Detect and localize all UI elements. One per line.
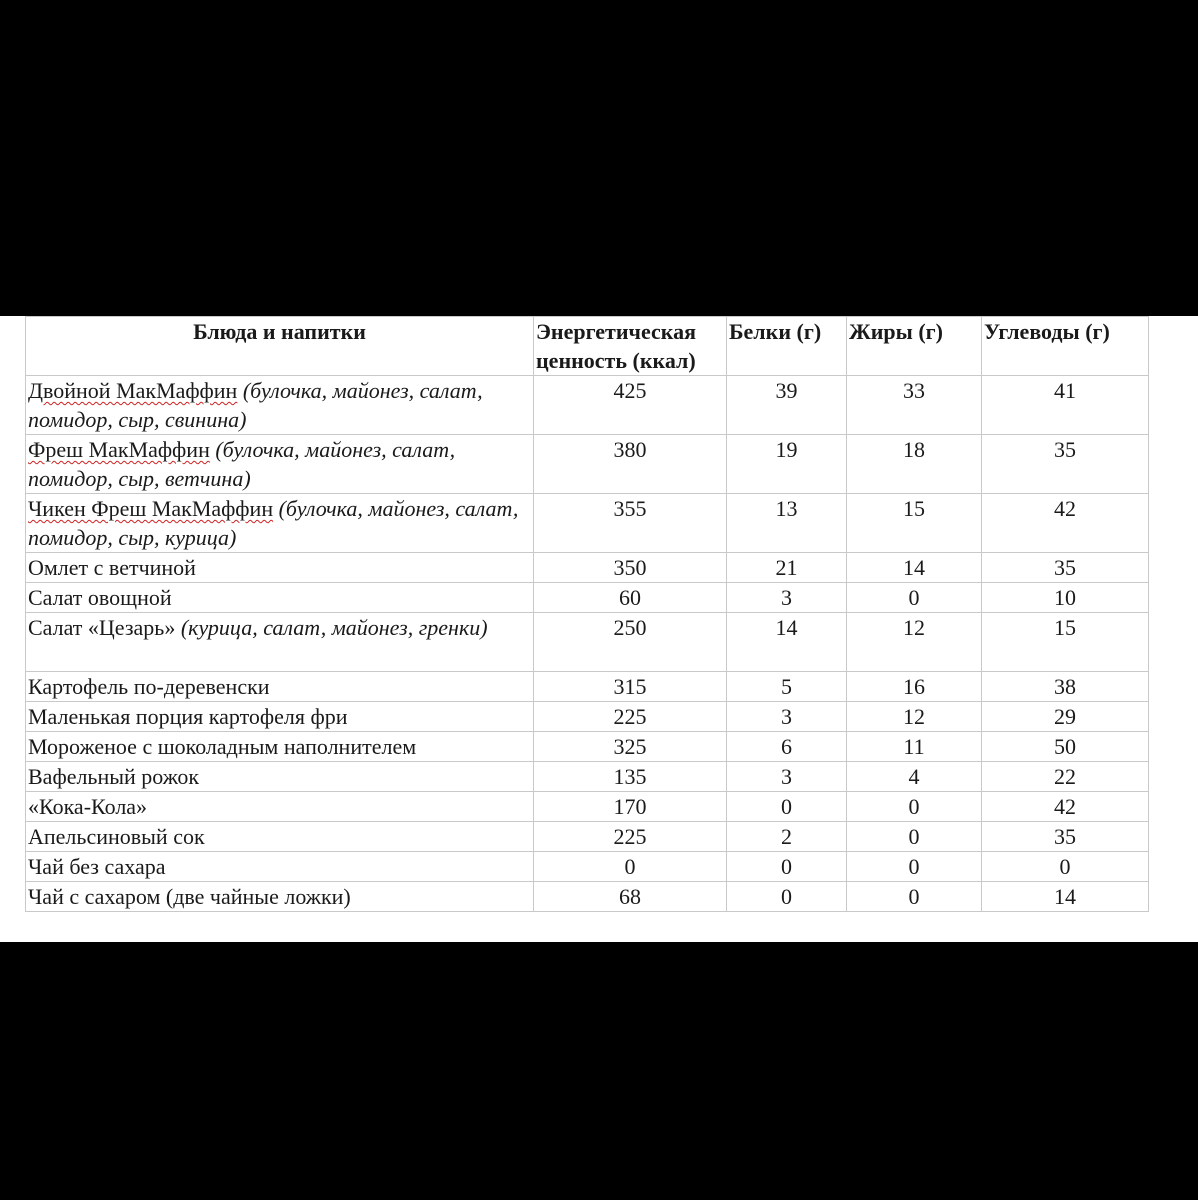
dish-name: Картофель по-деревенски (28, 674, 270, 699)
fat-cell: 0 (847, 822, 982, 852)
protein-cell: 3 (727, 702, 847, 732)
table-row (26, 822, 1149, 852)
dish-cell (26, 613, 534, 672)
dish-name: Чай без сахара (28, 854, 166, 879)
carbs-cell: 35 (982, 435, 1149, 494)
dish-cell (26, 672, 534, 702)
table-row (26, 435, 1149, 494)
carbs-cell: 22 (982, 762, 1149, 792)
protein-cell: 0 (727, 882, 847, 912)
dish-ingredients: (булочка, майонез, салат, помидор, сыр, свинина) (28, 378, 483, 432)
protein-cell: 0 (727, 792, 847, 822)
table-row (26, 702, 1149, 732)
header-fat: Жиры (г) (847, 317, 982, 376)
carbs-cell: 29 (982, 702, 1149, 732)
fat-cell: 12 (847, 702, 982, 732)
carbs-cell: 35 (982, 822, 1149, 852)
table-row (26, 494, 1149, 553)
dish-cell (26, 822, 534, 852)
table-body (26, 376, 1149, 912)
dish-cell (26, 852, 534, 882)
header-energy: Энергетическая ценность (ккал) (534, 317, 727, 376)
energy-cell: 170 (534, 792, 727, 822)
protein-cell: 13 (727, 494, 847, 553)
table-row (26, 376, 1149, 435)
energy-cell: 225 (534, 702, 727, 732)
fat-cell: 4 (847, 762, 982, 792)
protein-cell: 39 (727, 376, 847, 435)
carbs-cell: 10 (982, 583, 1149, 613)
table-row (26, 792, 1149, 822)
fat-cell: 0 (847, 852, 982, 882)
protein-cell: 14 (727, 613, 847, 672)
dish-cell (26, 494, 534, 553)
energy-cell: 325 (534, 732, 727, 762)
dish-name: «Кока-Кола» (28, 794, 148, 819)
energy-cell: 250 (534, 613, 727, 672)
table-row (26, 583, 1149, 613)
carbs-cell: 0 (982, 852, 1149, 882)
carbs-cell: 50 (982, 732, 1149, 762)
table-header-row (26, 317, 1149, 376)
dish-cell (26, 702, 534, 732)
energy-cell: 135 (534, 762, 727, 792)
dish-name: Фреш МакМаффин (28, 437, 210, 462)
table-row (26, 882, 1149, 912)
protein-cell: 3 (727, 583, 847, 613)
dish-cell (26, 882, 534, 912)
dish-ingredients: (булочка, майонез, салат, помидор, сыр, курица) (28, 496, 519, 550)
dish-name: Чикен Фреш МакМаффин (28, 496, 274, 521)
dish-cell (26, 553, 534, 583)
fat-cell: 16 (847, 672, 982, 702)
carbs-cell: 15 (982, 613, 1149, 672)
energy-cell: 315 (534, 672, 727, 702)
energy-cell: 225 (534, 822, 727, 852)
carbs-cell: 42 (982, 494, 1149, 553)
dish-name: Мороженое с шоколадным наполнителем (28, 734, 417, 759)
document-area (0, 316, 1198, 942)
dish-cell (26, 435, 534, 494)
carbs-cell: 38 (982, 672, 1149, 702)
table-row (26, 852, 1149, 882)
dish-name: Чай с сахаром (две чайные ложки) (28, 884, 351, 909)
energy-cell: 425 (534, 376, 727, 435)
fat-cell: 0 (847, 882, 982, 912)
protein-cell: 3 (727, 762, 847, 792)
dish-name: Апельсиновый сок (28, 824, 205, 849)
carbs-cell: 42 (982, 792, 1149, 822)
fat-cell: 15 (847, 494, 982, 553)
dish-cell (26, 732, 534, 762)
dish-ingredients: (курица, салат, майонез, гренки) (180, 615, 488, 640)
dish-cell (26, 376, 534, 435)
header-carbs: Углеводы (г) (982, 317, 1149, 376)
dish-name: Вафельный рожок (28, 764, 200, 789)
dish-name: Маленькая порция картофеля фри (28, 704, 348, 729)
nutrition-table (25, 316, 1149, 912)
protein-cell: 5 (727, 672, 847, 702)
protein-cell: 6 (727, 732, 847, 762)
table-row (26, 762, 1149, 792)
dish-name: Салат «Цезарь» (28, 615, 176, 640)
table-row (26, 732, 1149, 762)
carbs-cell: 35 (982, 553, 1149, 583)
table-row (26, 613, 1149, 672)
dish-name: Омлет с ветчиной (28, 555, 196, 580)
protein-cell: 21 (727, 553, 847, 583)
dish-cell (26, 792, 534, 822)
dish-name: Салат овощной (28, 585, 172, 610)
table-row (26, 672, 1149, 702)
carbs-cell: 14 (982, 882, 1149, 912)
energy-cell: 68 (534, 882, 727, 912)
dish-cell (26, 762, 534, 792)
fat-cell: 14 (847, 553, 982, 583)
header-dish: Блюда и напитки (26, 317, 534, 376)
protein-cell: 0 (727, 852, 847, 882)
fat-cell: 0 (847, 792, 982, 822)
energy-cell: 350 (534, 553, 727, 583)
protein-cell: 2 (727, 822, 847, 852)
energy-cell: 380 (534, 435, 727, 494)
fat-cell: 18 (847, 435, 982, 494)
energy-cell: 0 (534, 852, 727, 882)
fat-cell: 12 (847, 613, 982, 672)
table-row (26, 553, 1149, 583)
fat-cell: 0 (847, 583, 982, 613)
energy-cell: 355 (534, 494, 727, 553)
fat-cell: 11 (847, 732, 982, 762)
header-protein: Белки (г) (727, 317, 847, 376)
fat-cell: 33 (847, 376, 982, 435)
protein-cell: 19 (727, 435, 847, 494)
dish-ingredients: (булочка, майонез, салат, помидор, сыр, ветчина) (28, 437, 456, 491)
dish-cell (26, 583, 534, 613)
carbs-cell: 41 (982, 376, 1149, 435)
energy-cell: 60 (534, 583, 727, 613)
dish-name: Двойной МакМаффин (28, 378, 238, 403)
